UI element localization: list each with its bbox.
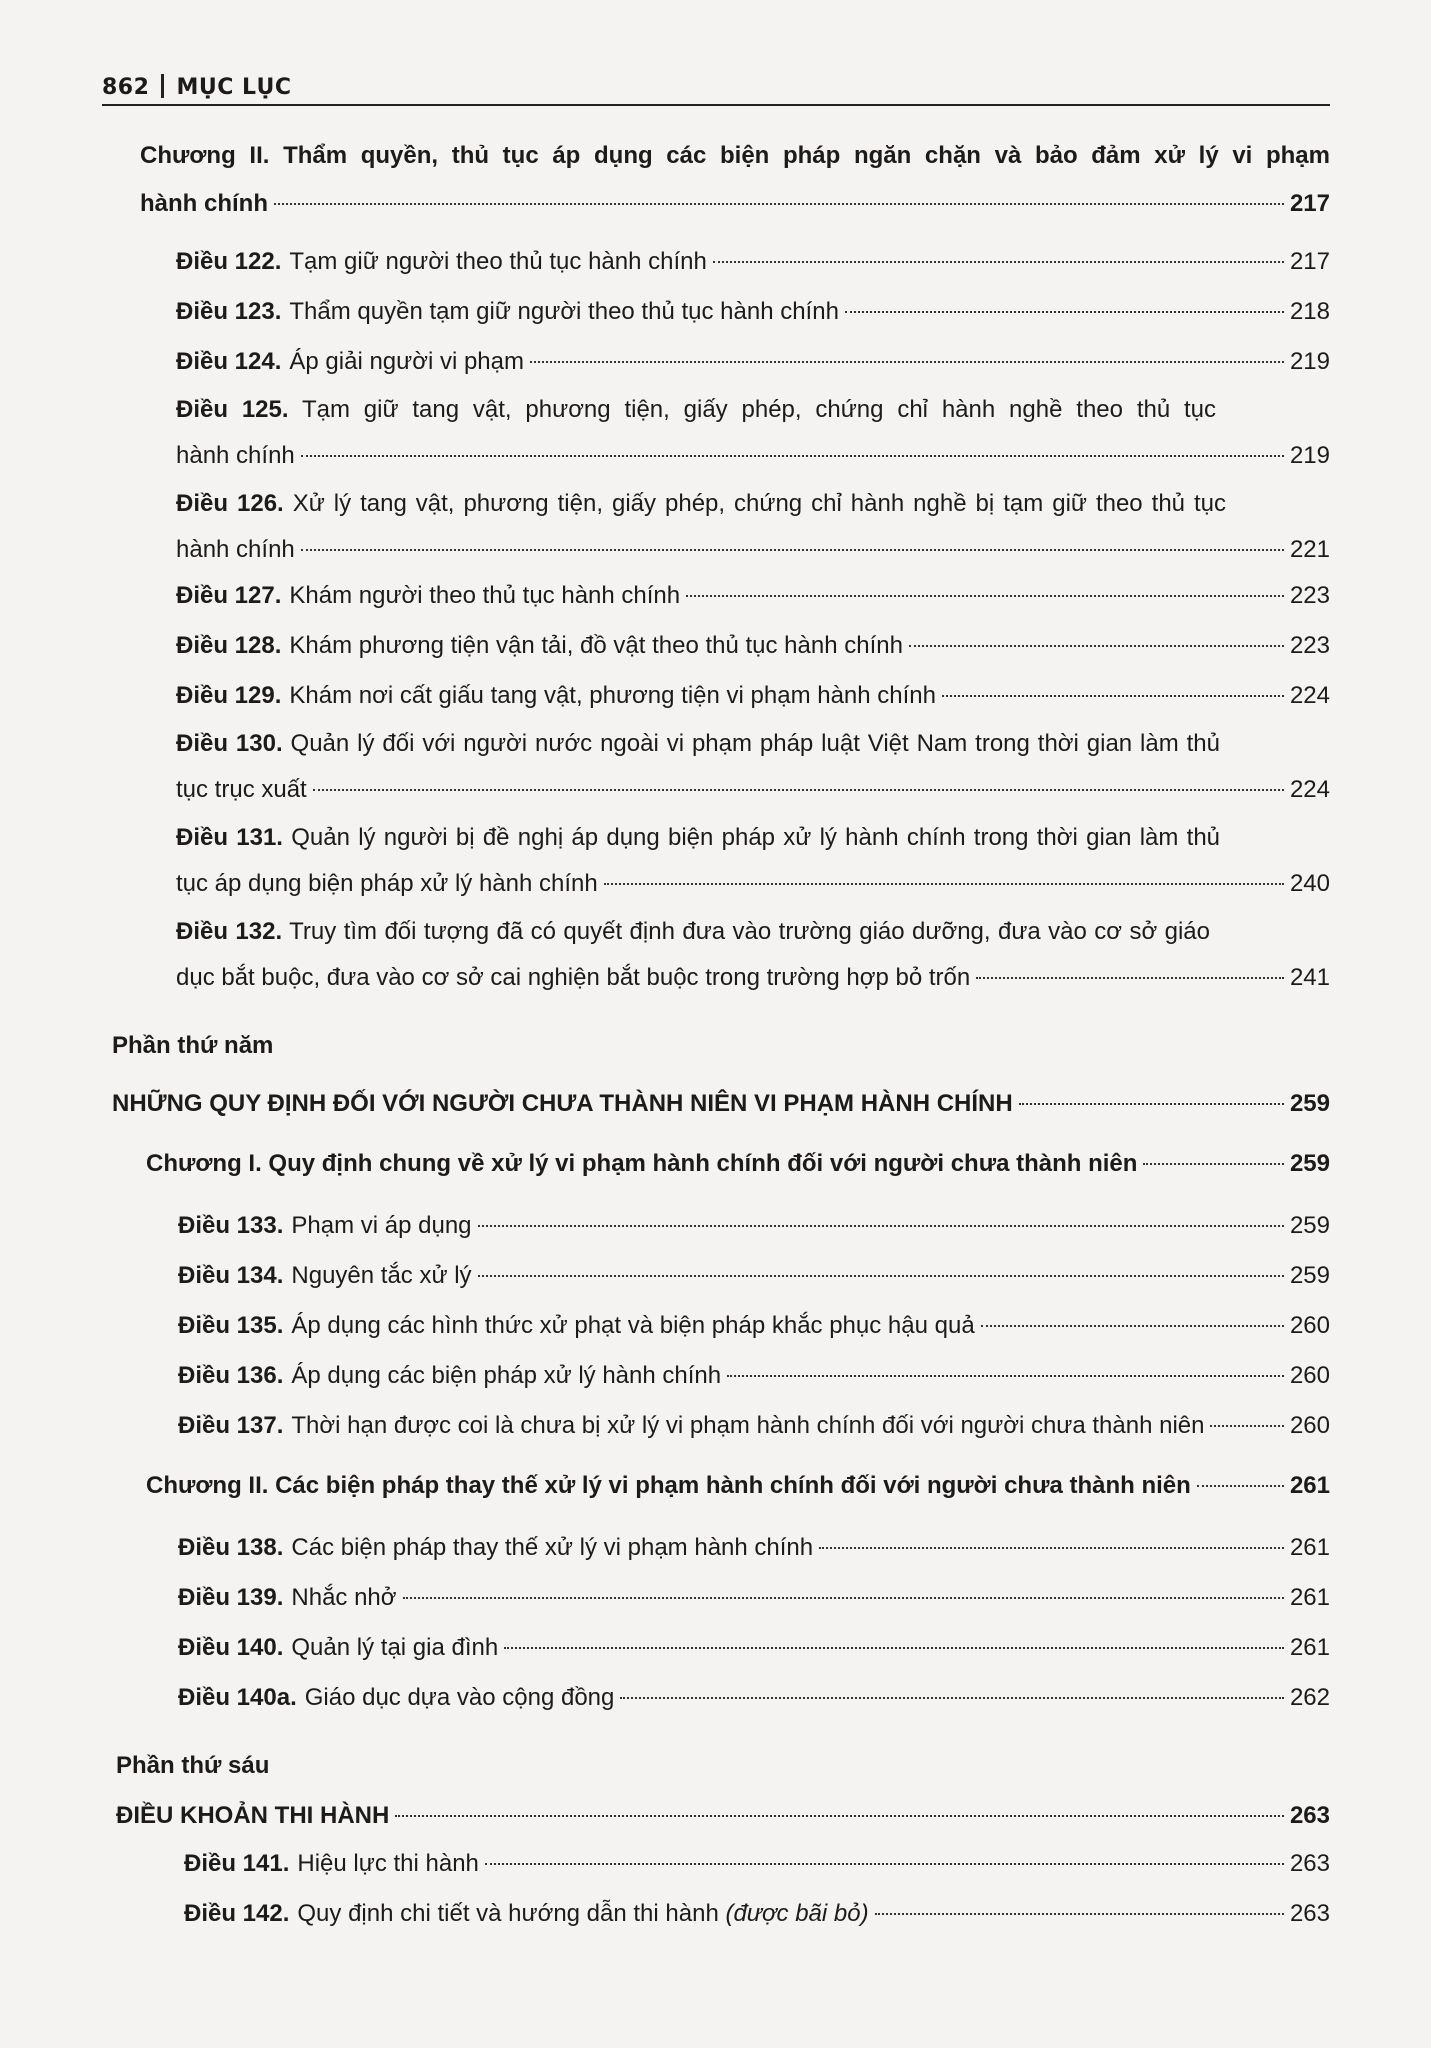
dot-leader bbox=[909, 645, 1284, 647]
dot-leader bbox=[301, 549, 1284, 551]
toc-article[interactable]: hành chính 219 bbox=[176, 442, 1330, 469]
toc-article[interactable]: Điều 127. Khám người theo thủ tục hành chính 223 bbox=[176, 582, 1330, 609]
toc-article[interactable]: Điều 123. Thẩm quyền tạm giữ người theo thủ tục hành chính 218 bbox=[176, 298, 1330, 325]
dot-leader bbox=[313, 789, 1284, 791]
toc-article[interactable]: Điều 133. Phạm vi áp dụng 259 bbox=[178, 1212, 1330, 1239]
dot-leader bbox=[942, 695, 1284, 697]
toc-article[interactable]: Điều 135. Áp dụng các hình thức xử phạt và biện pháp khắc phục hậu quả 260 bbox=[178, 1312, 1330, 1339]
dot-leader bbox=[485, 1863, 1284, 1865]
toc-article[interactable]: tục áp dụng biện pháp xử lý hành chính 240 bbox=[176, 870, 1330, 897]
toc-article[interactable]: Điều 134. Nguyên tắc xử lý 259 bbox=[178, 1262, 1330, 1289]
toc-article[interactable]: Điều 141. Hiệu lực thi hành 263 bbox=[184, 1850, 1330, 1877]
dot-leader bbox=[981, 1325, 1284, 1327]
part-label: Phần thứ năm bbox=[112, 1032, 274, 1059]
toc-chapter-entry[interactable]: Chương II. Các biện pháp thay thế xử lý vi phạm hành chính đối với người chưa thành niên 261 bbox=[146, 1472, 1330, 1499]
dot-leader bbox=[875, 1913, 1284, 1915]
dot-leader bbox=[478, 1225, 1284, 1227]
dot-leader bbox=[819, 1547, 1284, 1549]
toc-article[interactable]: Điều 142. Quy định chi tiết và hướng dẫn thi hành (được bãi bỏ) 263 bbox=[184, 1898, 1330, 1930]
dot-leader bbox=[395, 1815, 1284, 1817]
dot-leader bbox=[1143, 1163, 1284, 1165]
toc-article-line1[interactable]: Điều 125. Tạm giữ tang vật, phương tiện, giấy phép, chứng chỉ hành nghề theo thủ tục bbox=[176, 396, 1217, 423]
toc-article[interactable]: Điều 129. Khám nơi cất giấu tang vật, phương tiện vi phạm hành chính 224 bbox=[176, 682, 1330, 709]
dot-leader bbox=[530, 361, 1284, 363]
page-header bbox=[102, 66, 1330, 106]
dot-leader bbox=[1019, 1103, 1284, 1105]
dot-leader bbox=[403, 1597, 1284, 1599]
dot-leader bbox=[1210, 1425, 1283, 1427]
toc-article[interactable]: Điều 139. Nhắc nhở 261 bbox=[178, 1584, 1330, 1611]
toc-chapter-entry[interactable]: hành chính 217 bbox=[140, 190, 1330, 217]
page-title: MỤC LỤC bbox=[176, 75, 292, 100]
dot-leader bbox=[504, 1647, 1284, 1649]
toc-article[interactable]: Điều 124. Áp giải người vi phạm 219 bbox=[176, 348, 1330, 375]
toc-part-entry[interactable]: ĐIỀU KHOẢN THI HÀNH 263 bbox=[116, 1802, 1330, 1829]
dot-leader bbox=[713, 261, 1284, 263]
toc-article-line1[interactable]: Điều 131. Quản lý người bị đề nghị áp dụng biện pháp xử lý hành chính trong thời gian làm thủ bbox=[176, 824, 1221, 851]
toc-chapter-line1[interactable]: Chương II. Thẩm quyền, thủ tục áp dụng các biện pháp ngăn chặn và bảo đảm xử lý vi phạm bbox=[140, 142, 1330, 169]
dot-leader bbox=[301, 455, 1284, 457]
toc-article[interactable]: hành chính 221 bbox=[176, 536, 1330, 563]
dot-leader bbox=[478, 1275, 1284, 1277]
part-label: Phần thứ sáu bbox=[116, 1752, 270, 1779]
repealed-note: (được bãi bỏ) bbox=[725, 1900, 869, 1927]
toc-article[interactable]: dục bắt buộc, đưa vào cơ sở cai nghiện bắt buộc trong trường hợp bỏ trốn 241 bbox=[176, 964, 1330, 991]
toc-part-entry[interactable]: NHỮNG QUY ĐỊNH ĐỐI VỚI NGƯỜI CHƯA THÀNH NIÊN VI PHẠM HÀNH CHÍNH 259 bbox=[112, 1090, 1330, 1117]
toc-article[interactable]: Điều 140. Quản lý tại gia đình 261 bbox=[178, 1634, 1330, 1661]
dot-leader bbox=[686, 595, 1284, 597]
dot-leader bbox=[620, 1697, 1284, 1699]
dot-leader bbox=[274, 203, 1284, 205]
toc-article[interactable]: Điều 128. Khám phương tiện vận tải, đồ vật theo thủ tục hành chính 223 bbox=[176, 632, 1330, 659]
toc-article[interactable]: Điều 138. Các biện pháp thay thế xử lý vi phạm hành chính 261 bbox=[178, 1534, 1330, 1561]
dot-leader bbox=[845, 311, 1284, 313]
header-divider bbox=[161, 74, 164, 98]
toc-article-line1[interactable]: Điều 132. Truy tìm đối tượng đã có quyết định đưa vào trường giáo dưỡng, đưa vào cơ sở giáo bbox=[176, 918, 1211, 945]
toc-chapter-entry[interactable]: Chương I. Quy định chung về xử lý vi phạm hành chính đối với người chưa thành niên 259 bbox=[146, 1150, 1330, 1177]
dot-leader bbox=[604, 883, 1284, 885]
toc-article-line1[interactable]: Điều 130. Quản lý đối với người nước ngoài vi phạm pháp luật Việt Nam trong thời gian làm thủ bbox=[176, 730, 1220, 757]
dot-leader bbox=[1197, 1485, 1284, 1487]
page-number: 862 bbox=[102, 75, 150, 100]
toc-article[interactable]: Điều 136. Áp dụng các biện pháp xử lý hành chính 260 bbox=[178, 1362, 1330, 1389]
toc-article[interactable]: tục trục xuất 224 bbox=[176, 776, 1330, 803]
toc-article[interactable]: Điều 137. Thời hạn được coi là chưa bị xử lý vi phạm hành chính đối với người chưa thành niên 260 bbox=[178, 1412, 1330, 1439]
toc-article[interactable]: Điều 122. Tạm giữ người theo thủ tục hành chính 217 bbox=[176, 248, 1330, 275]
dot-leader bbox=[976, 977, 1284, 979]
toc-article-line1[interactable]: Điều 126. Xử lý tang vật, phương tiện, giấy phép, chứng chỉ hành nghề bị tạm giữ theo thủ tục bbox=[176, 490, 1227, 517]
toc-article[interactable]: Điều 140a. Giáo dục dựa vào cộng đồng 262 bbox=[178, 1684, 1330, 1711]
dot-leader bbox=[727, 1375, 1284, 1377]
